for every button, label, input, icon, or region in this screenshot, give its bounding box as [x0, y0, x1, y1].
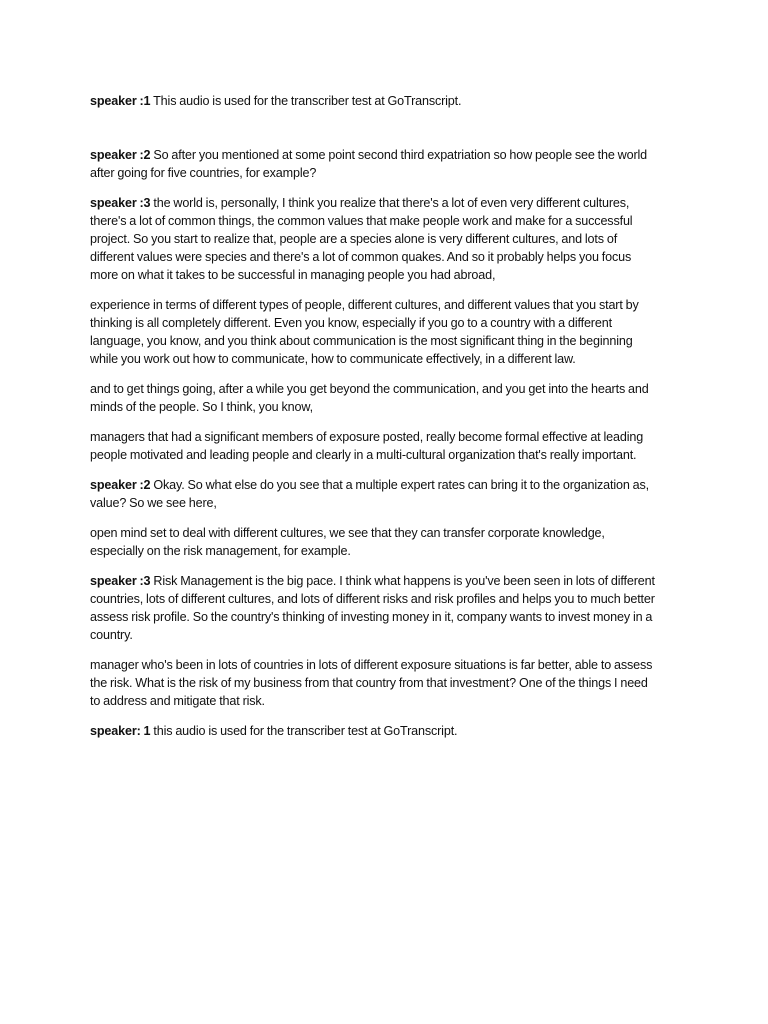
paragraph-text: managers that had a significant members of exposure posted, really become formal effective at leading people motivated and leading people and clearly in a multi-cultural organization that's really important. [90, 430, 644, 462]
transcript-paragraph [90, 194, 660, 284]
paragraph-text: Risk Management is the big pace. I think what happens is you've been seen in lots of different countries, lots of different cultures, and lots of different risks and risk profiles and helps you to much better assess risk profile. So the country's thinking of investing money in it, company wants to invest money in a country. [90, 574, 655, 642]
transcript-paragraph [90, 380, 660, 416]
paragraph-text: manager who's been in lots of countries in lots of different exposure situations is far better, able to assess the risk. What is the risk of my business from that country from that investment? One of the things I need to address and mitigate that risk. [90, 658, 653, 708]
paragraph-text: This audio is used for the transcriber test at GoTranscript. [150, 94, 462, 108]
transcript-paragraph [90, 296, 660, 368]
paragraph-text: and to get things going, after a while you get beyond the communication, and you get into the hearts and minds of the people. So I think, you know, [90, 382, 649, 414]
paragraph-text: open mind set to deal with different cultures, we see that they can transfer corporate knowledge, especially on the risk management, for example. [90, 526, 605, 558]
transcript-paragraph [90, 428, 660, 464]
transcript-paragraph [90, 656, 660, 710]
paragraph-text: experience in terms of different types of people, different cultures, and different values that you start by thinking is all completely different. Even you know, especially if you go to a country with a different language, you know, and you think about communication is the most significant thing in the beginning while you work out how to communicate, how to communicate effectively, in a different law. [90, 298, 639, 366]
paragraph-text: the world is, personally, I think you realize that there's a lot of even very different cultures, there's a lot of common things, the common values that make people work and make for a successful project. So you start to realize that, people are a species alone is very different cultures, and lots of different values were species and there's a lot of common quakes. And so it probably helps you focus more on what it takes to be successful in managing people you had abroad, [90, 196, 633, 282]
speaker-label: speaker :3 [90, 196, 151, 210]
paragraph-text: Okay. So what else do you see that a multiple expert rates can bring it to the organization as, value? So we see here, [90, 478, 650, 510]
transcript-paragraph [90, 146, 660, 182]
transcript-paragraph [90, 572, 660, 644]
speaker-label: speaker :2 [90, 478, 151, 492]
speaker-label: speaker :1 [90, 94, 151, 108]
paragraph-text: this audio is used for the transcriber test at GoTranscript. [150, 724, 458, 738]
speaker-label: speaker: 1 [90, 724, 151, 738]
transcript-paragraph [90, 476, 660, 512]
transcript-paragraph [90, 92, 660, 110]
transcript-paragraph [90, 524, 660, 560]
transcript-paragraph [90, 722, 660, 740]
speaker-label: speaker :2 [90, 148, 151, 162]
speaker-label: speaker :3 [90, 574, 151, 588]
transcript-body [90, 92, 660, 752]
paragraph-text: So after you mentioned at some point second third expatriation so how people see the world after going for five countries, for example? [90, 148, 648, 180]
